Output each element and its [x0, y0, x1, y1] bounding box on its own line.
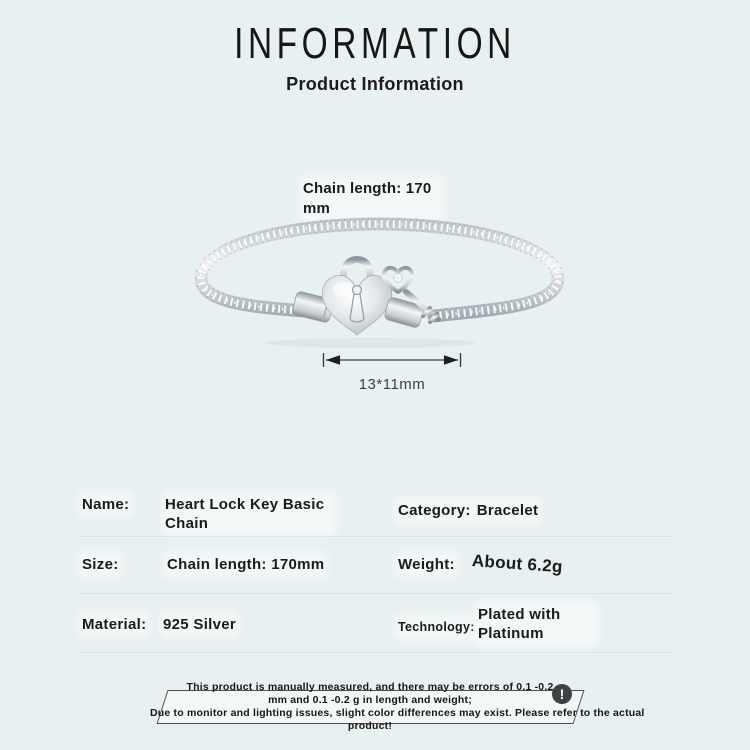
- spec-value: About 6.2g: [471, 551, 564, 577]
- dimension-arrow: [322, 352, 462, 368]
- spec-label: Size:: [82, 556, 119, 573]
- disclaimer-line: mm and 0.1 -0.2 g in length and weight;: [268, 694, 472, 706]
- row-divider: [78, 652, 673, 654]
- spec-value: Chain length: 170mm: [167, 556, 325, 573]
- page-subtitle: Product Information: [286, 74, 464, 94]
- disclaimer-line: product!: [347, 720, 393, 732]
- spec-row-material-technology: [65, 595, 687, 654]
- spec-label: Category:: [398, 502, 471, 519]
- spec-label: Name:: [82, 496, 130, 513]
- spec-label: Technology:: [398, 618, 475, 637]
- disclaimer-line: Due to monitor and lighting issues, slight color differences may exist. Please refer to the actual: [150, 707, 645, 719]
- heart-lock-clasp: [292, 259, 425, 335]
- exclamation-icon: !: [552, 684, 572, 704]
- spec-value: 925 Silver: [163, 616, 237, 633]
- chain-length-annotation: Chain length: 170 mm: [303, 179, 441, 219]
- spec-value: Bracelet: [476, 502, 539, 519]
- spec-label: Material:: [82, 616, 147, 633]
- page-title: INFORMATION: [234, 19, 516, 68]
- spec-row-name-category: [65, 488, 687, 538]
- spec-value: Plated with Platinum: [478, 605, 596, 643]
- spec-label: Weight:: [398, 556, 455, 573]
- disclaimer-line: This product is manually measured, and there may be errors of 0.1 -0.2: [186, 681, 554, 693]
- spec-row-size-weight: [65, 538, 687, 595]
- spec-pair: [398, 501, 538, 520]
- bracelet-image: [192, 216, 572, 351]
- header: [0, 0, 750, 95]
- dimension-callout: [322, 352, 462, 393]
- disclaimer-banner: [150, 676, 645, 740]
- spec-value: Heart Lock Key Basic Chain: [165, 495, 333, 533]
- dimension-label: 13*11mm: [358, 376, 426, 393]
- disclaimer-text: [150, 681, 645, 733]
- spec-table: [65, 488, 687, 658]
